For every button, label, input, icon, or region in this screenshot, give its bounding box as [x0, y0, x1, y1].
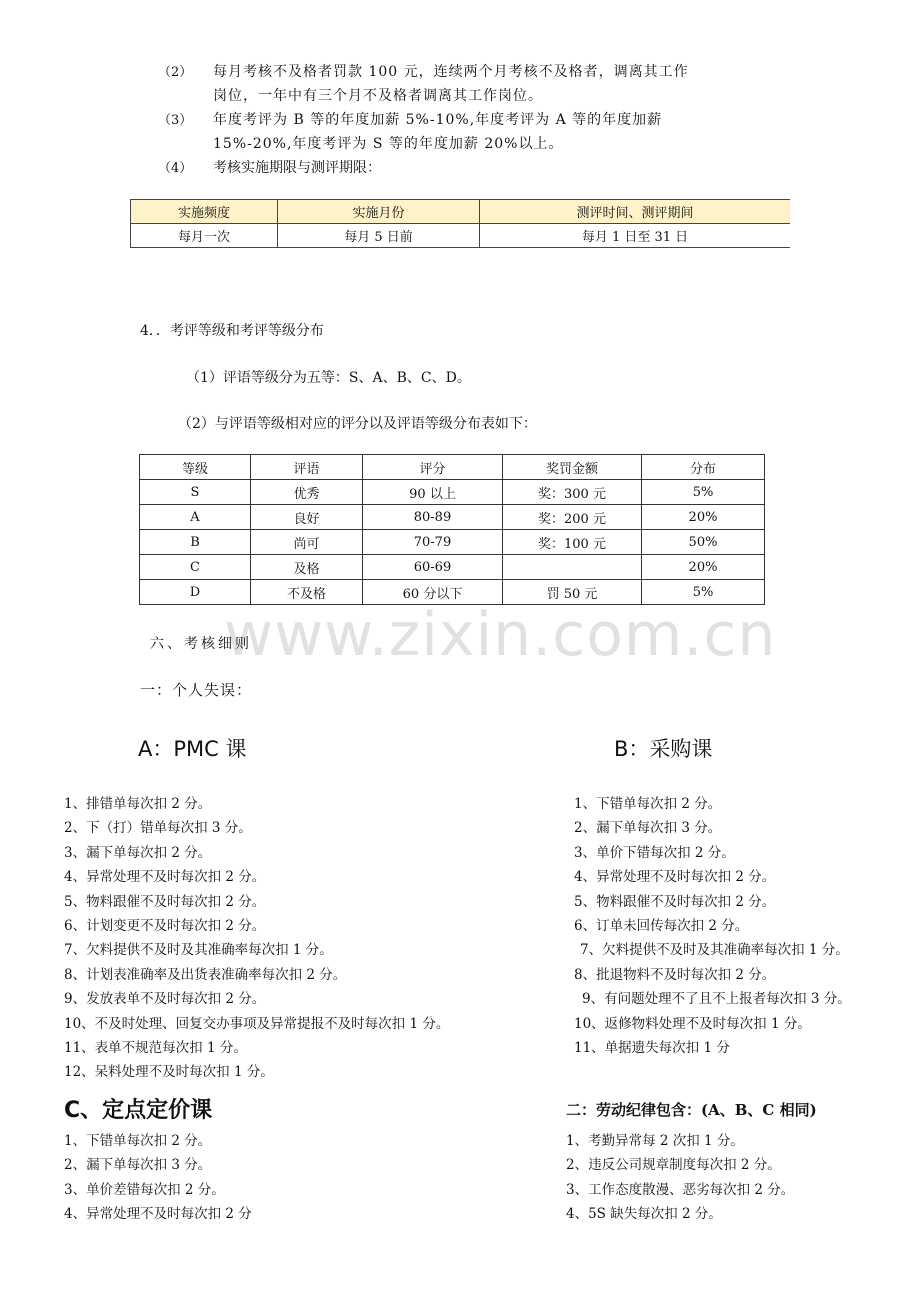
list-item: 4、异常处理不及时每次扣 2 分。 — [64, 869, 266, 886]
table-row — [131, 224, 791, 248]
table-cell: C — [140, 555, 251, 580]
list-item: 7、欠料提供不及时及其准确率每次扣 1 分。 — [64, 942, 333, 959]
list-item: 9、发放表单不及时每次扣 2 分。 — [64, 991, 266, 1008]
list-item: 4、异常处理不及时每次扣 2 分。 — [574, 869, 776, 886]
list-item: 4、5S 缺失每次扣 2 分。 — [566, 1206, 722, 1223]
table-cell: 90 以上 — [363, 480, 503, 505]
header-cell: 实施频度 — [131, 200, 278, 224]
table-cell: 良好 — [251, 505, 363, 530]
list-item: 9、有问题处理不了且不上报者每次扣 3 分。 — [582, 991, 851, 1008]
list-item: 6、计划变更不及时每次扣 2 分。 — [64, 918, 266, 935]
rule-text-line: 岗位，一年中有三个月不及格者调离其工作岗位。 — [213, 88, 543, 104]
list-item: 7、欠料提供不及时及其准确率每次扣 1 分。 — [580, 942, 849, 959]
rule-text-line: 每月考核不及格者罚款 100 元，连续两个月考核不及格者，调离其工作 — [213, 64, 689, 80]
personal-errors-title: 一：个人失误： — [140, 681, 253, 699]
list-item: 2、违反公司规章制度每次扣 2 分。 — [566, 1157, 781, 1174]
table-cell — [503, 555, 642, 580]
rule-text-line: 年度考评为 B 等的年度加薪 5%-10%,年度考评为 A 等的年度加薪 — [213, 112, 663, 128]
list-item: 1、下错单每次扣 2 分。 — [574, 796, 722, 812]
header-cell: 实施月份 — [278, 200, 480, 224]
header-cell: 分布 — [642, 455, 765, 480]
table-cell: S — [140, 480, 251, 505]
purchase-title: B：采购课 — [614, 737, 713, 761]
purchase-list — [574, 792, 851, 1060]
list-item: 8、批退物料不及时每次扣 2 分。 — [574, 966, 776, 983]
list-item: 4、异常处理不及时每次扣 2 分 — [64, 1206, 252, 1223]
table-cell: 20% — [642, 505, 765, 530]
table-cell: 奖：100 元 — [503, 530, 642, 555]
table-cell: 80-89 — [363, 505, 503, 530]
table-header-row — [131, 200, 791, 224]
table-row — [140, 530, 765, 555]
header-cell: 评分 — [363, 455, 503, 480]
table-cell: 60 分以下 — [363, 580, 503, 605]
table-row — [140, 555, 765, 580]
list-item: 10、返修物料处理不及时每次扣 1 分。 — [574, 1015, 811, 1032]
discipline-title: 二：劳动纪律包含：(A、B、C 相同) — [566, 1101, 817, 1119]
list-item: 5、物料跟催不及时每次扣 2 分。 — [574, 893, 776, 910]
schedule-table — [130, 199, 790, 248]
rule-number: （4） — [158, 161, 193, 176]
header-cell: 等级 — [140, 455, 251, 480]
list-item: 2、漏下单每次扣 3 分。 — [574, 820, 722, 837]
pricing-list — [64, 1129, 252, 1227]
list-item: 3、单价下错每次扣 2 分。 — [574, 844, 735, 861]
table-header-row — [140, 455, 765, 480]
list-item: 3、漏下单每次扣 2 分。 — [64, 844, 212, 861]
table-cell: 5% — [642, 580, 765, 605]
list-item: 6、订单未回传每次扣 2 分。 — [574, 918, 749, 935]
table-cell: B — [140, 530, 251, 555]
section-4-paragraph-1: （1）评语等级分为五等：S、A、B、C、D。 — [186, 370, 471, 386]
table-cell: 奖：300 元 — [503, 480, 642, 505]
grade-table — [139, 454, 765, 605]
list-item: 2、漏下单每次扣 3 分。 — [64, 1157, 212, 1174]
table-cell: 每月 5 日前 — [278, 224, 480, 248]
section-4-title: 4．．考评等级和考评等级分布 — [140, 323, 324, 339]
rule-number: （2） — [158, 65, 193, 80]
list-item: 10、不及时处理、回复交办事项及异常提报不及时每次扣 1 分。 — [64, 1015, 450, 1032]
table-cell: 优秀 — [251, 480, 363, 505]
section-6-title: 六、考核细则 — [150, 636, 252, 652]
table-cell: 尚可 — [251, 530, 363, 555]
table-cell: 及格 — [251, 555, 363, 580]
table-cell: 70-79 — [363, 530, 503, 555]
table-cell: 罚 50 元 — [503, 580, 642, 605]
table-row — [140, 505, 765, 530]
rule-number: （3） — [158, 113, 193, 128]
list-item: 3、单价差错每次扣 2 分。 — [64, 1181, 225, 1198]
list-item: 5、物料跟催不及时每次扣 2 分。 — [64, 893, 266, 910]
rule-text-line: 15%-20%,年度考评为 S 等的年度加薪 20%以上。 — [213, 136, 564, 152]
header-cell: 测评时间、测评期间 — [480, 200, 791, 224]
table-cell: 5% — [642, 480, 765, 505]
list-item: 1、排错单每次扣 2 分。 — [64, 796, 212, 812]
discipline-list — [566, 1129, 794, 1227]
header-cell: 评语 — [251, 455, 363, 480]
table-cell: 每月 1 日至 31 日 — [480, 224, 791, 248]
table-cell: 50% — [642, 530, 765, 555]
header-cell: 奖罚金额 — [503, 455, 642, 480]
table-cell: 每月一次 — [131, 224, 278, 248]
list-item: 11、单据遗失每次扣 1 分 — [574, 1040, 730, 1057]
table-cell: 奖：200 元 — [503, 505, 642, 530]
list-item: 3、工作态度散漫、恶劣每次扣 2 分。 — [566, 1181, 795, 1198]
pmc-title: A：PMC 课 — [138, 737, 247, 761]
table-cell: A — [140, 505, 251, 530]
list-item: 12、呆料处理不及时每次扣 1 分。 — [64, 1064, 274, 1081]
pmc-list — [64, 792, 449, 1085]
list-item: 1、下错单每次扣 2 分。 — [64, 1133, 212, 1149]
table-cell: 不及格 — [251, 580, 363, 605]
list-item: 2、下（打）错单每次扣 3 分。 — [64, 820, 252, 837]
watermark: www.zixin.com.cn — [224, 600, 777, 670]
table-cell: D — [140, 580, 251, 605]
pricing-title: C、定点定价课 — [64, 1098, 213, 1123]
list-item: 11、表单不规范每次扣 1 分。 — [64, 1040, 247, 1057]
table-cell: 60-69 — [363, 555, 503, 580]
table-row — [140, 480, 765, 505]
rule-text-line: 考核实施期限与测评期限： — [213, 160, 381, 176]
list-item: 8、计划表准确率及出货表准确率每次扣 2 分。 — [64, 966, 347, 983]
list-item: 1、考勤异常每 2 次扣 1 分。 — [566, 1133, 744, 1149]
table-cell: 20% — [642, 555, 765, 580]
section-4-paragraph-2: （2）与评语等级相对应的评分以及评语等级分布表如下： — [178, 416, 537, 432]
